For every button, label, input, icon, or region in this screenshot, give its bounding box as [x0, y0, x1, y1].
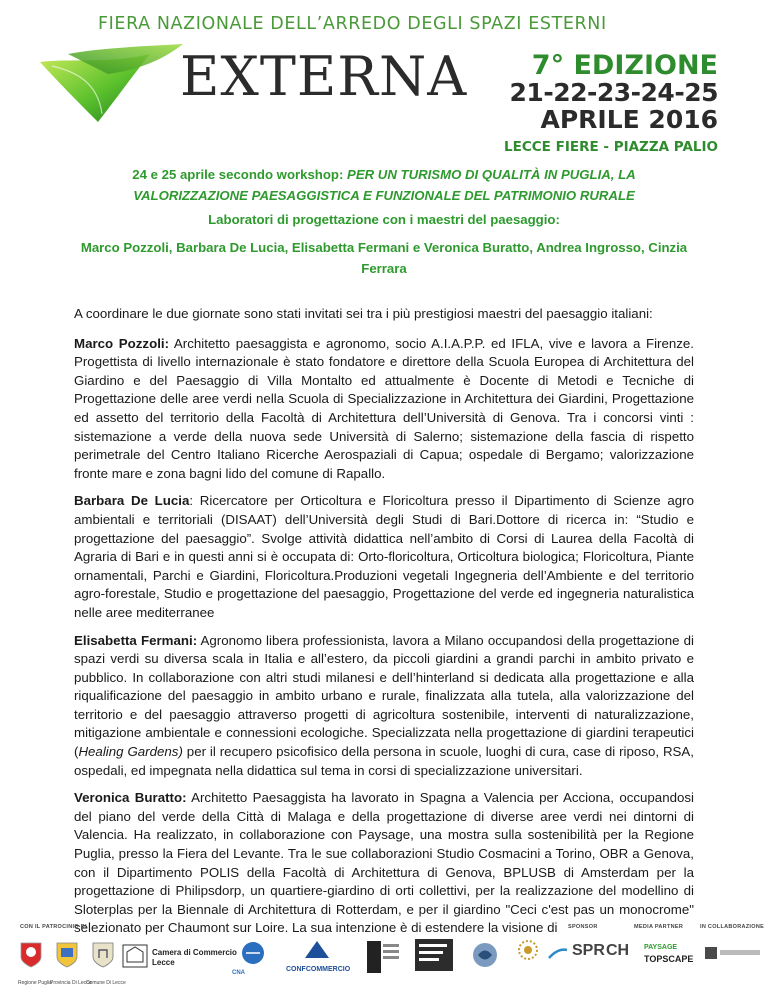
- bio-pozzoli: [74, 335, 694, 484]
- edition-block: [504, 52, 718, 155]
- confcommercio-label: CONFCOMMERCIO: [286, 966, 351, 973]
- ordine-ingegneri-logo-icon: [414, 938, 454, 972]
- topscape-logo: TOPSCAPE: [644, 954, 694, 964]
- bio-text: per il recupero psicofisico della persona in scuole, luoghi di cura, case di riposo, RSA, ospedali, ed impegnata nella didattica sul tema in corsi di specializzazione universitari.: [74, 744, 694, 778]
- externa-leaf-logo-icon: [38, 44, 183, 124]
- ordine-agronomi-logo-icon: [470, 940, 500, 970]
- edition-label: 7° EDIZIONE: [531, 50, 718, 81]
- regione-puglia-label: Regione Puglia: [18, 980, 52, 986]
- bio-name: Barbara De Lucia: [74, 493, 190, 509]
- paysage-logo: PAYSAGE: [644, 944, 678, 951]
- sovrintendenza-logo-icon: [514, 938, 542, 970]
- cna-label: CNA: [232, 970, 245, 976]
- collaborazione-text-bar: [720, 950, 760, 955]
- externa-logo-word: EXTERNA: [180, 45, 468, 108]
- bio-fermani: [74, 632, 694, 781]
- bio-text: : Ricercatore per Orticoltura e Floricoltura presso il Dipartimento di Scienze agro ambientali e territoriali (DISAAT) dell’Università degli Studi di Bari.Dottore di ricerca in: “Studio e progettazione del paesaggio”. Svolge attività didattica nell’ambito di Corsi di Laurea della Facoltà di Agraria di Bari e in questi anni si è occupata di: Orto-floricoltura, Orticoltura biologica; Floricoltura, Piante ornamentali, Parchi e Giardini, Floricoltura.Produzioni vegetali Ingegneria dell’Ambiente e del territorio agro-forestale, Studio e progettazione del paesaggio, Progettazione del verde ed ingegneria naturalistica nelle aree mediterranee: [74, 493, 694, 620]
- regione-puglia-crest-icon: [20, 942, 42, 968]
- media-partner-label: MEDIA PARTNER: [634, 924, 684, 930]
- cna-logo-icon: [238, 940, 268, 966]
- bio-text: Architetto Paesaggista ha lavorato in Spagna a Valencia per Acciona, occupandosi del piano del verde della Città di Malaga e della progettazione di diverse aree verdi nei dintorni di Valencia. Ha realizzato, in collaborazione con Paysage, una mostra sulla sostenibilità per la Regione Puglia, presso la Fiera del Levante. Tra le sue collaborazioni Studio Cosmacini a Torino, OBR a Genova, con il Dipartimento POLIS della Facoltà di Architettura di Genova, BPLUSB di Amsterdam per la progettazione di Philipsdorp, un quartiere-giardino di orti collettivi, per la realizzazione del modellino di Sloterplas per la Biennale di Architettura di Rotterdam, e per il giardino "Ceci c'est pas un monocrome" selezionato per Chaumont sur Loire. La sua intenzione è di estendere la visione di: [74, 790, 694, 936]
- footer-logos: [0, 920, 768, 994]
- fair-title: FIERA NAZIONALE DELL’ARREDO DEGLI SPAZI ESTERNI: [98, 14, 607, 34]
- workshop-title: PER UN TURISMO DI QUALITÀ IN PUGLIA, LA VALORIZZAZIONE PAESAGGISTICA E FUNZIONALE DEL PATRIMONIO RURALE: [133, 167, 636, 203]
- bio-delucia: [74, 492, 694, 622]
- event-venue: LECCE FIERE - PIAZZA PALIO: [504, 138, 718, 155]
- ordine-architetti-logo-icon: [366, 940, 400, 974]
- confcommercio-logo-icon: [302, 938, 332, 962]
- ch-logo: CH: [606, 942, 630, 959]
- provincia-lecce-crest-icon: [56, 942, 78, 968]
- camera-commercio-city: Lecce: [152, 958, 175, 967]
- intro-paragraph: A coordinare le due giornate sono stati invitati sei tra i più prestigiosi maestri del paesaggio italiani:: [74, 306, 653, 321]
- spr-logo: SPR: [572, 942, 605, 959]
- event-dates: 21-22-23-24-25: [509, 78, 718, 108]
- patrocinio-label: CON IL PATROCINIO DI: [20, 924, 87, 930]
- collaborazione-logo-icon: [704, 946, 718, 960]
- camera-commercio-emblem-icon: [122, 944, 148, 968]
- event-month-year: APRILE 2016: [540, 104, 718, 134]
- workshop-heading: [80, 164, 688, 206]
- bio-buratto: [74, 789, 694, 938]
- comune-lecce-crest-icon: [92, 942, 114, 968]
- bio-name: Elisabetta Fermani:: [74, 632, 198, 648]
- workshop-lead: 24 e 25 aprile secondo workshop:: [132, 167, 348, 182]
- body-text: [74, 305, 694, 947]
- sponsor-swoosh-icon: [548, 946, 568, 960]
- bio-name: Veronica Buratto:: [74, 790, 187, 806]
- bio-text: Architetto paesaggista e agronomo, socio A.I.A.P.P. ed IFLA, vive e lavora a Firenze. Progettista di livello internazionale è stato fondatore e direttore della Scuola Europea di Architettura del Giardino e del Paesaggio di Villa Montalto ed attualmente è Docente di Metodi e Tecniche di Progettazione delle aree verdi nella Scuola di Specializzazione in Architettura dei Giardini, Progettazione ed assetto del territorio della Facoltà di Architettura dell’Università di Genova. Tra i concorsi vinti : sistemazione a verde della nuova sede Università di Salerno; sistemazione della fascia di rispetto perimetrale del Centro Italiano Ricerche Aerospaziali di Capua; ospedale di Bergamo; valorizzazione fronte mare e zona bagni lido del comune di Rapallo.: [74, 335, 694, 481]
- laboratori-heading: Laboratori di progettazione con i maestri del paesaggio:: [208, 212, 560, 227]
- bio-italic-term: Healing Gardens): [78, 744, 183, 760]
- bio-name: Marco Pozzoli:: [74, 335, 170, 351]
- bio-text: Agronomo libera professionista, lavora a Milano occupandosi della progettazione di spazi verdi su diversa scala in Italia e all’estero, da piccoli giardini a grandi parchi in ambito privato e pubblico. In collaborazione con altri studi milanesi e dell’hinterland si dedicata alla progettazione e alla riqualificazione del paesaggio in ambito urbano e rurale, finalizzata alla tutela, alla valorizzazione del territorio e del paesaggio attraverso progetti di agricoltura sostenibile, interventi di naturalizzazione, mitigazione ambientale e connessioni ecologiche. Specializzata nella progettazione di giardini terapeutici (: [74, 632, 694, 760]
- collaborazione-label: IN COLLABORAZIONE: [700, 924, 765, 930]
- sponsor-label: SPONSOR: [568, 924, 598, 930]
- provincia-lecce-label: Provincia Di Lecce: [50, 980, 92, 986]
- authors-heading: Marco Pozzoli, Barbara De Lucia, Elisabetta Fermani e Veronica Buratto, Andrea Ingrosso, Cinzia Ferrara: [80, 240, 688, 276]
- comune-lecce-label: Comune Di Lecce: [86, 980, 126, 986]
- camera-commercio-label: Camera di Commercio: [152, 948, 237, 957]
